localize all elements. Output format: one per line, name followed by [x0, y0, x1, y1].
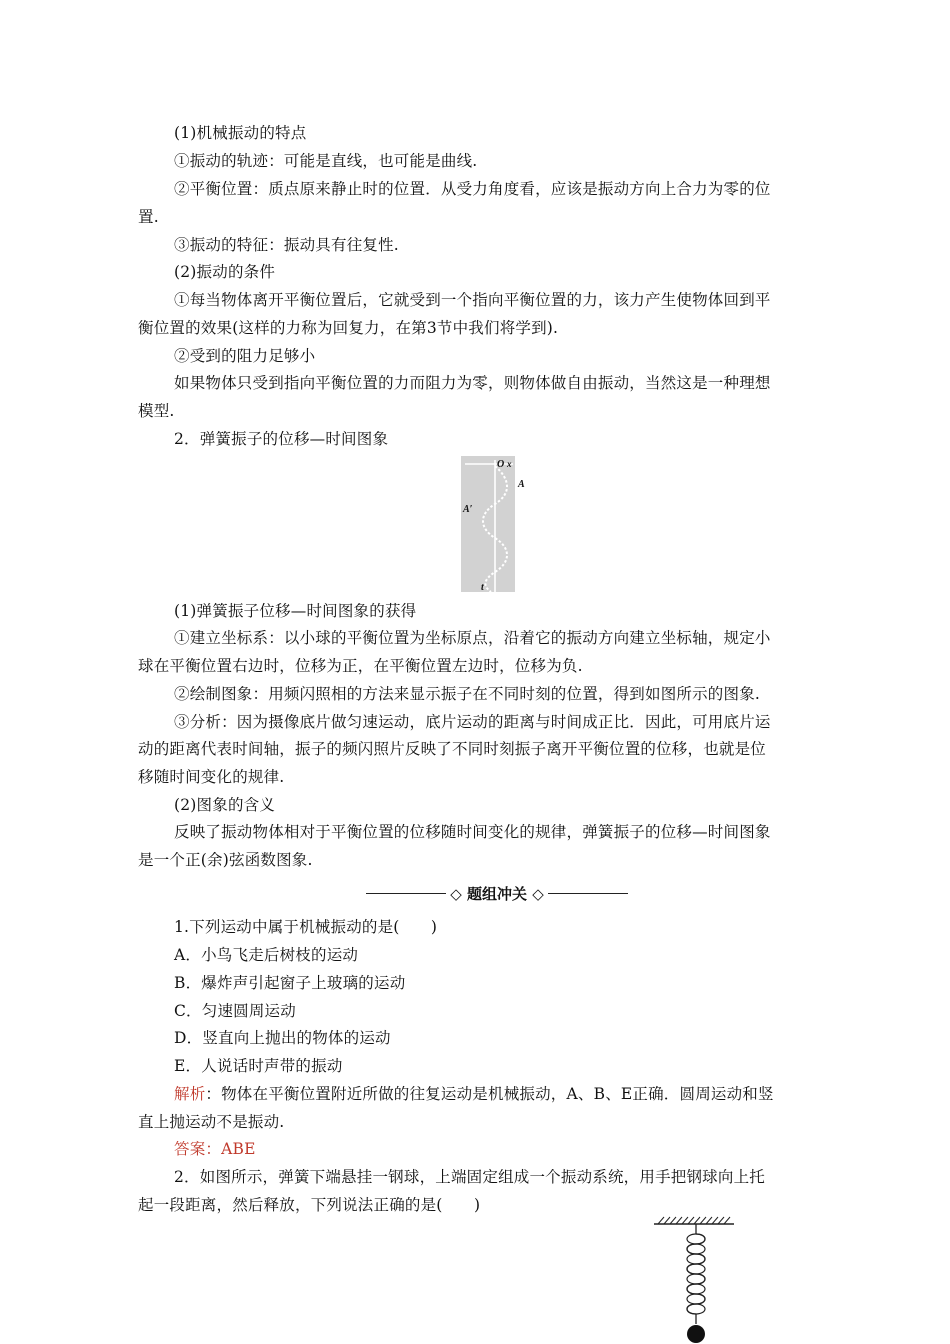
answer-label: 答案	[174, 1140, 206, 1158]
exercise-divider	[366, 882, 628, 904]
divider-title: ◇ 题组冲关 ◇	[450, 884, 544, 903]
option-d: D．竖直向上抛出的物体的运动	[174, 1029, 391, 1047]
answer-text: ：ABE	[205, 1140, 256, 1158]
text-line: 如果物体只受到指向平衡位置的力而阻力为零，则物体做自由振动，当然这是一种理想	[174, 374, 771, 392]
section-heading: (1)机械振动的特点	[174, 124, 307, 142]
text-line: 模型.	[138, 402, 175, 420]
text-line: ②受到的阻力足够小	[174, 347, 316, 365]
text-line: 衡位置的效果(这样的力称为回复力，在第3节中我们将学到).	[138, 319, 559, 337]
text-line: 反映了振动物体相对于平衡位置的位移随时间变化的规律，弹簧振子的位移—时间图象	[174, 823, 771, 841]
question-2-continued: 起一段距离，然后释放，下列说法正确的是( )	[138, 1196, 481, 1214]
question-1: 1.下列运动中属于机械振动的是( )	[174, 918, 438, 936]
text-line: ②平衡位置：质点原来静止时的位置．从受力角度看，应该是振动方向上合力为零的位	[174, 180, 771, 198]
text-line: ③分析：因为摄像底片做匀速运动，底片运动的距离与时间成正比．因此，可用底片运	[174, 713, 771, 731]
amplitude-label-a: A	[518, 479, 525, 490]
text-line: 置.	[138, 208, 159, 226]
x-axis-label: x	[507, 459, 512, 469]
displacement-time-figure	[461, 456, 531, 592]
t-axis-label: t	[481, 582, 484, 592]
question-2: 2．如图所示，弹簧下端悬挂一钢球，上端固定组成一个振动系统，用手把钢球向上托	[174, 1168, 765, 1186]
explanation	[174, 1084, 774, 1104]
section-heading: (2)振动的条件	[174, 263, 276, 281]
text-line: 球在平衡位置右边时，位移为正，在平衡位置左边时，位移为负.	[138, 657, 583, 675]
text-line: 移随时间变化的规律.	[138, 768, 285, 786]
explanation-continued: 直上抛运动不是振动.	[138, 1113, 285, 1131]
section-heading: (2)图象的含义	[174, 796, 276, 814]
section-heading: (1)弹簧振子位移—时间图象的获得	[174, 602, 417, 620]
option-e: E．人说话时声带的振动	[174, 1057, 343, 1075]
origin-label: O	[497, 459, 505, 470]
divider-rule-right	[548, 893, 628, 894]
text-line: ②绘制图象：用频闪照相的方法来显示振子在不同时刻的位置，得到如图所示的图象.	[174, 685, 761, 703]
option-c: C．匀速圆周运动	[174, 1002, 296, 1020]
option-a: A．小鸟飞走后树枝的运动	[174, 946, 359, 964]
text-line: ①振动的轨迹：可能是直线，也可能是曲线.	[174, 152, 478, 170]
amplitude-label-a-prime: A′	[463, 504, 473, 515]
spring-ball-figure	[652, 1214, 736, 1344]
text-line: 动的距离代表时间轴，振子的频闪照片反映了不同时刻振子离开平衡位置的位移，也就是位	[138, 740, 767, 758]
text-line: ①建立坐标系：以小球的平衡位置为坐标原点，沿着它的振动方向建立坐标轴，规定小	[174, 629, 771, 647]
explanation-text: ：物体在平衡位置附近所做的往复运动是机械振动，A、B、E正确．圆周运动和竖	[205, 1085, 774, 1103]
option-b: B．爆炸声引起窗子上玻璃的运动	[174, 974, 406, 992]
divider-rule-left	[366, 893, 446, 894]
section-heading: 2．弹簧振子的位移—时间图象	[174, 430, 389, 448]
answer	[174, 1139, 256, 1159]
text-line: 是一个正(余)弦函数图象.	[138, 851, 313, 869]
explanation-label: 解析	[174, 1085, 206, 1103]
text-line: ③振动的特征：振动具有往复性.	[174, 236, 399, 254]
text-line: ①每当物体离开平衡位置后，它就受到一个指向平衡位置的力，该力产生使物体回到平	[174, 291, 771, 309]
